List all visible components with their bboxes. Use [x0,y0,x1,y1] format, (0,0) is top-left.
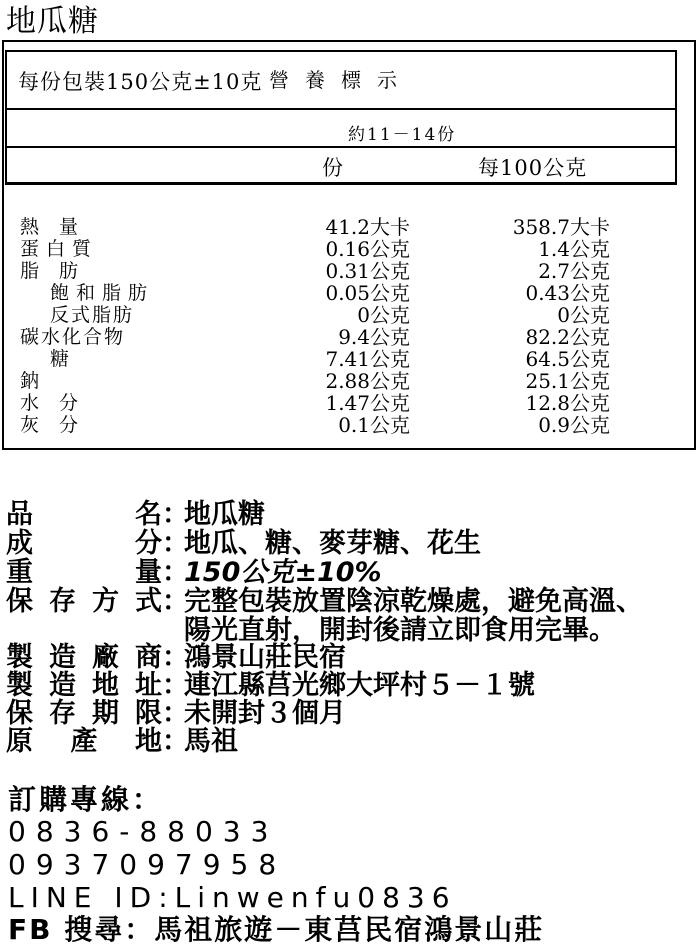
nutrient-per-100g: 2.7公克 [538,259,610,283]
info-row-address [6,671,535,701]
panel-title: 營養標示 [269,68,413,92]
info-row-shelf-life [6,699,346,729]
info-colon: ： [162,698,189,729]
nutrient-row [0,392,700,414]
nutrient-row [0,216,700,238]
info-colon: ： [162,726,189,757]
info-value: 地瓜糖 [184,499,265,530]
info-label: 保存期限 [6,698,162,729]
nutrient-per-serving: 41.2大卡 [325,215,410,239]
info-value: 150公克±10% [184,557,382,588]
info-label: 製造廠商 [6,642,162,673]
nutrient-per-serving: 2.88公克 [325,369,410,393]
divider [7,108,675,110]
nutrient-per-100g: 1.4公克 [538,237,610,261]
phone-number: 0836-88033 [8,815,279,848]
info-colon: ： [162,586,189,617]
info-label: 成分 [6,528,162,559]
info-colon: ： [162,528,189,559]
nutrient-label: 飽和脂肪 [50,282,155,304]
info-value: 未開封３個月 [184,698,346,729]
nutrient-per-100g: 64.5公克 [525,347,610,371]
line-id: LINE ID:Linwenfu0836 [8,881,457,914]
info-value: 連江縣莒光鄉大坪村５－１號 [184,670,535,701]
nutrient-per-serving: 0公克 [357,303,410,327]
nutrient-per-100g: 0.43公克 [525,281,610,305]
divider [7,146,675,148]
info-row-weight [6,558,382,588]
info-value: 陽光直射，開封後請立即食用完畢。 [184,615,616,646]
product-title: 地瓜糖 [6,4,99,39]
info-row-maker [6,643,346,673]
facebook-search: FB 搜尋：馬祖旅遊－東莒民宿鴻景山莊 [8,913,545,946]
info-colon: ： [162,670,189,701]
info-row-storage [6,587,643,617]
nutrient-label: 脂 肪 [20,260,86,282]
info-value: 地瓜、糖、麥芽糖、花生 [184,528,481,559]
nutrient-row [0,282,700,304]
nutrient-row [0,238,700,260]
info-value: 完整包裝放置陰涼乾燥處，避免高溫、 [184,586,643,617]
nutrient-per-serving: 9.4公克 [338,325,410,349]
nutrient-per-serving: 1.47公克 [325,391,410,415]
phone-number: 0937097958 [8,848,287,881]
nutrient-row [0,370,700,392]
nutrient-label: 糖 [50,348,77,370]
nutrient-per-100g: 25.1公克 [525,369,610,393]
nutrient-per-100g: 0.9公克 [538,413,610,437]
nutrient-label: 灰 分 [20,414,86,436]
info-value: 馬祖 [184,726,238,757]
info-row-name [6,500,265,530]
info-label: 品名 [6,499,162,530]
nutrient-row [0,414,700,436]
serving-size: 每份包裝150公克±10克 [18,70,263,94]
info-value: 鴻景山莊民宿 [184,642,346,673]
column-header-per-serving: 份 [322,156,344,180]
info-label: 保存方式 [6,586,162,617]
nutrient-label: 反式脂肪 [50,304,135,326]
nutrient-per-100g: 0公克 [557,303,610,327]
nutrient-label: 水 分 [20,392,86,414]
info-colon: ： [162,499,189,530]
nutrient-per-100g: 12.8公克 [525,391,610,415]
nutrient-per-serving: 0.05公克 [325,281,410,305]
nutrient-row [0,326,700,348]
nutrient-per-100g: 82.2公克 [525,325,610,349]
nutrient-label: 鈉 [20,370,47,392]
nutrient-label: 碳水化合物 [20,326,126,348]
info-row-origin [6,727,238,757]
info-label: 原產地 [6,726,162,757]
nutrient-per-serving: 0.1公克 [338,413,410,437]
nutrient-per-serving: 7.41公克 [325,347,410,371]
info-colon: ： [162,642,189,673]
divider [5,183,677,185]
nutrient-per-100g: 358.7大卡 [512,215,610,239]
nutrient-label: 蛋白質 [20,238,99,260]
nutrient-row [0,260,700,282]
nutrient-row [0,304,700,326]
info-row-ingredients [6,529,481,559]
hotline-label: 訂購專線： [8,783,164,816]
info-colon: ： [162,557,189,588]
column-header-per-100g: 每100公克 [478,156,588,180]
info-label: 製造地址 [6,670,162,701]
nutrient-label: 熱 量 [20,216,86,238]
servings-per-package: 約11－14份 [348,125,457,145]
info-label: 重量 [6,557,162,588]
nutrient-per-serving: 0.16公克 [325,237,410,261]
nutrient-row [0,348,700,370]
nutrient-per-serving: 0.31公克 [325,259,410,283]
